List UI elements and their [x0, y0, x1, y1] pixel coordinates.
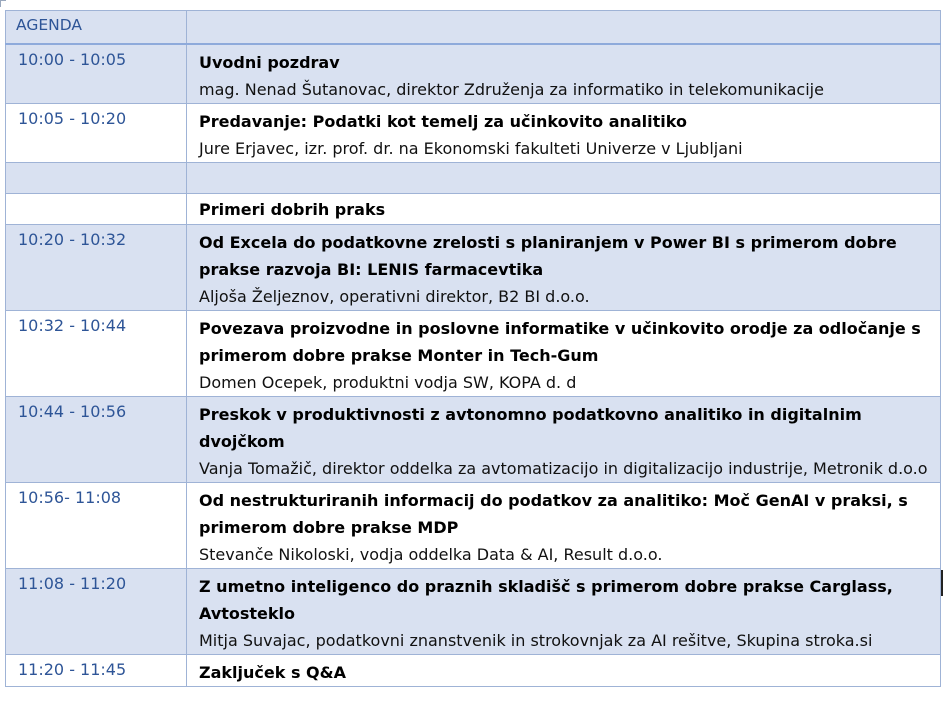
section-cell — [187, 194, 941, 225]
section-time-blank — [6, 194, 187, 225]
session-time: 10:56- 11:08 — [6, 483, 187, 569]
session-speaker: Domen Ocepek, produktni vodja SW, KOPA d. d — [199, 373, 577, 392]
session-title: Uvodni pozdrav — [199, 53, 340, 72]
section-title: Primeri dobrih praks — [199, 200, 386, 219]
session-time: 10:00 - 10:05 — [6, 44, 187, 104]
table-row — [6, 397, 941, 483]
agenda-header-row — [6, 11, 941, 45]
spacer-cell — [6, 163, 187, 194]
session-title: Preskok v produktivnosti z avtonomno podatkovno analitiko in digitalnim dvojčkom — [199, 405, 862, 451]
session-time: 11:20 - 11:45 — [6, 655, 187, 687]
session-cell — [187, 397, 941, 483]
table-row — [6, 311, 941, 397]
session-cell — [187, 104, 941, 163]
session-title: Zaključek s Q&A — [199, 663, 346, 682]
session-cell — [187, 569, 941, 655]
session-speaker: Mitja Suvajac, podatkovni znanstvenik in strokovnjak za AI rešitve, Skupina stroka.si — [199, 631, 873, 650]
session-title: Od nestrukturiranih informacij do podatkov za analitiko: Moč GenAI v praksi, s primerom dobre prakse MDP — [199, 491, 908, 537]
table-row — [6, 44, 941, 104]
session-time: 10:20 - 10:32 — [6, 225, 187, 311]
session-cell — [187, 655, 941, 687]
agenda-heading-blank — [187, 11, 941, 45]
session-time: 10:32 - 10:44 — [6, 311, 187, 397]
edge-tick-mark — [941, 570, 943, 596]
table-row — [6, 655, 941, 687]
session-cell — [187, 44, 941, 104]
spacer-cell — [187, 163, 941, 194]
table-row — [6, 104, 941, 163]
session-time: 10:05 - 10:20 — [6, 104, 187, 163]
session-time: 10:44 - 10:56 — [6, 397, 187, 483]
session-speaker: Vanja Tomažič, direktor oddelka za avtomatizacijo in digitalizacijo industrije, Metronik d.o.o — [199, 459, 928, 478]
session-speaker: Stevanče Nikoloski, vodja oddelka Data & AI, Result d.o.o. — [199, 545, 663, 564]
table-corner-mark — [0, 0, 6, 7]
table-row — [6, 483, 941, 569]
session-time: 11:08 - 11:20 — [6, 569, 187, 655]
session-cell — [187, 483, 941, 569]
session-title: Povezava proizvodne in poslovne informatike v učinkovito orodje za odločanje s primerom dobre prakse Monter in Tech-Gum — [199, 319, 921, 365]
session-title: Od Excela do podatkovne zrelosti s planiranjem v Power BI s primerom dobre prakse razvoja BI: LENIS farmacevtika — [199, 233, 897, 279]
section-row — [6, 194, 941, 225]
session-cell — [187, 225, 941, 311]
session-cell — [187, 311, 941, 397]
table-row — [6, 569, 941, 655]
session-speaker: Jure Erjavec, izr. prof. dr. na Ekonomski fakulteti Univerze v Ljubljani — [199, 139, 743, 158]
session-title: Z umetno inteligenco do praznih skladišč s primerom dobre prakse Carglass, Avtosteklo — [199, 577, 893, 623]
table-row — [6, 225, 941, 311]
session-speaker: Aljoša Željeznov, operativni direktor, B2 BI d.o.o. — [199, 287, 590, 306]
session-title: Predavanje: Podatki kot temelj za učinkovito analitiko — [199, 112, 687, 131]
session-speaker: mag. Nenad Šutanovac, direktor Združenja za informatiko in telekomunikacije — [199, 80, 824, 99]
agenda-table — [5, 10, 941, 687]
spacer-row — [6, 163, 941, 194]
agenda-heading: AGENDA — [6, 11, 187, 45]
